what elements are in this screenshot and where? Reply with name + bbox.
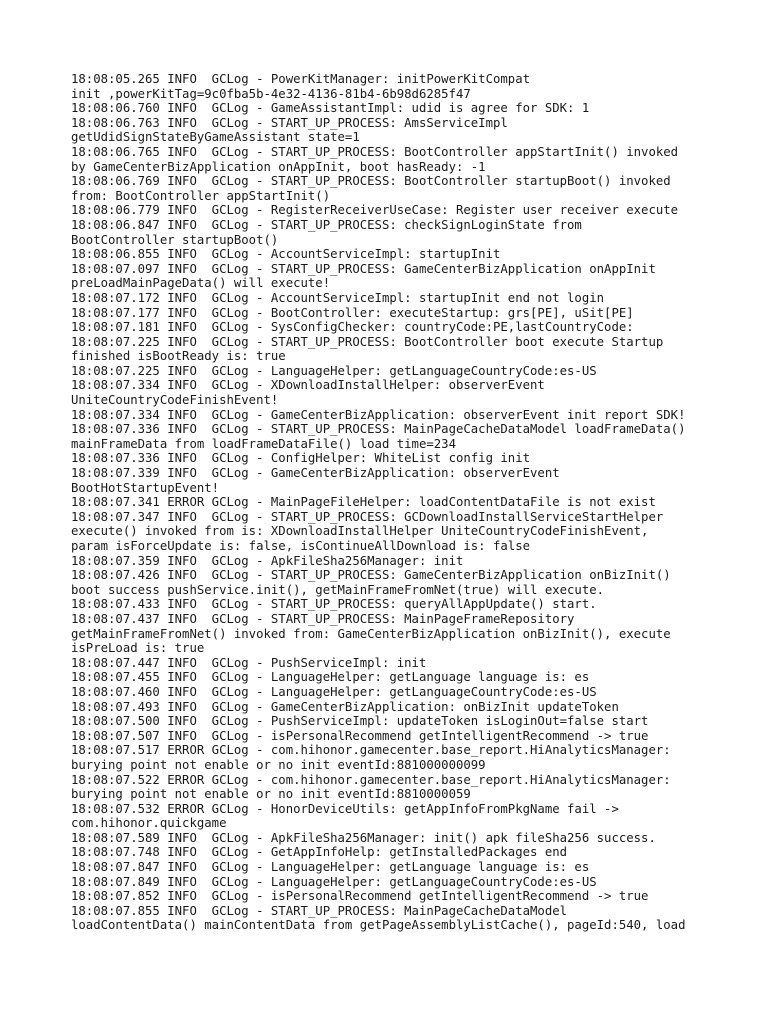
log-line: 18:08:06.763 INFO GCLog - START_UP_PROCESS: AmsServiceImpl xyxy=(71,115,508,130)
log-line: 18:08:07.172 INFO GCLog - AccountServiceImpl: startupInit end not login xyxy=(71,290,605,305)
log-line: loadContentData() mainContentData from getPageAssemblyListCache(), pageId:540, load xyxy=(71,918,686,933)
log-line: 18:08:06.769 INFO GCLog - START_UP_PROCESS: BootController startupBoot() invoked xyxy=(71,174,671,189)
log-line: 18:08:06.855 INFO GCLog - AccountServiceImpl: startupInit xyxy=(71,247,501,262)
log-line: 18:08:07.177 INFO GCLog - BootController: executeStartup: grs[PE], uSit[PE] xyxy=(71,305,634,320)
log-line: execute() invoked from is: XDownloadInstallHelper UniteCountryCodeFinishEvent, xyxy=(71,524,649,539)
log-line: 18:08:07.334 INFO GCLog - XDownloadInstallHelper: observerEvent xyxy=(71,378,545,393)
log-line: boot success pushService.init(), getMainFrameFromNet(true) will execute. xyxy=(71,582,605,597)
log-line: 18:08:06.847 INFO GCLog - START_UP_PROCESS: checkSignLoginState from xyxy=(71,217,582,232)
log-line: burying point not enable or no init eventId:8810000059 xyxy=(71,787,471,802)
log-line: 18:08:07.347 INFO GCLog - START_UP_PROCESS: GCDownloadInstallServiceStartHelper xyxy=(71,509,664,524)
log-line: 18:08:07.460 INFO GCLog - LanguageHelper: getLanguageCountryCode:es-US xyxy=(71,684,597,699)
log-line: init ,powerKitTag=9c0fba5b-4e32-4136-81b4-6b98d6285f47 xyxy=(71,86,471,101)
log-line: 18:08:07.455 INFO GCLog - LanguageHelper: getLanguage language is: es xyxy=(71,670,590,685)
log-line: 18:08:06.760 INFO GCLog - GameAssistantImpl: udid is agree for SDK: 1 xyxy=(71,101,590,116)
log-line: 18:08:07.225 INFO GCLog - LanguageHelper: getLanguageCountryCode:es-US xyxy=(71,363,597,378)
log-line: 18:08:07.336 INFO GCLog - START_UP_PROCESS: MainPageCacheDataModel loadFrameData() xyxy=(71,422,686,437)
log-line: 18:08:07.847 INFO GCLog - LanguageHelper: getLanguage language is: es xyxy=(71,860,590,875)
log-line: 18:08:07.225 INFO GCLog - START_UP_PROCESS: BootController boot execute Startup xyxy=(71,334,664,349)
log-line: burying point not enable or no init eventId:881000000099 xyxy=(71,757,486,772)
log-line: UniteCountryCodeFinishEvent! xyxy=(71,393,279,408)
log-line: mainFrameData from loadFrameDataFile() load time=234 xyxy=(71,436,456,451)
log-line: 18:08:07.339 INFO GCLog - GameCenterBizApplication: observerEvent xyxy=(71,466,560,481)
log-line: from: BootController appStartInit() xyxy=(71,188,331,203)
log-line: 18:08:07.359 INFO GCLog - ApkFileSha256Manager: init xyxy=(71,553,464,568)
log-line: 18:08:07.589 INFO GCLog - ApkFileSha256Manager: init() apk fileSha256 success. xyxy=(71,830,656,845)
log-line: getUdidSignStateByGameAssistant state=1 xyxy=(71,130,360,145)
log-line: 18:08:07.500 INFO GCLog - PushServiceImpl: updateToken isLoginOut=false start xyxy=(71,714,649,729)
log-line: by GameCenterBizApplication onAppInit, boot hasReady: -1 xyxy=(71,159,486,174)
log-line: 18:08:07.334 INFO GCLog - GameCenterBizApplication: observerEvent init report SDK! xyxy=(71,407,686,422)
log-line: 18:08:07.437 INFO GCLog - START_UP_PROCESS: MainPageFrameRepository xyxy=(71,611,575,626)
log-line: 18:08:07.748 INFO GCLog - GetAppInfoHelp: getInstalledPackages end xyxy=(71,845,568,860)
log-line: 18:08:07.447 INFO GCLog - PushServiceImpl: init xyxy=(71,655,427,670)
log-line: 18:08:07.517 ERROR GCLog - com.hihonor.gamecenter.base_report.HiAnalyticsManager: xyxy=(71,743,671,758)
log-line: BootController startupBoot() xyxy=(71,232,279,247)
log-line: getMainFrameFromNet() invoked from: GameCenterBizApplication onBizInit(), execute xyxy=(71,626,671,641)
log-line: 18:08:07.522 ERROR GCLog - com.hihonor.gamecenter.base_report.HiAnalyticsManager: xyxy=(71,772,671,787)
log-line: preLoadMainPageData() will execute! xyxy=(71,276,331,291)
log-line: 18:08:07.181 INFO GCLog - SysConfigChecker: countryCode:PE,lastCountryCode: xyxy=(71,320,634,335)
log-line: 18:08:07.426 INFO GCLog - START_UP_PROCESS: GameCenterBizApplication onBizInit() xyxy=(71,568,671,583)
log-line: 18:08:06.765 INFO GCLog - START_UP_PROCESS: BootController appStartInit() invoked xyxy=(71,144,679,159)
log-line: 18:08:07.507 INFO GCLog - isPersonalRecommend getIntelligentRecommend -> true xyxy=(71,728,649,743)
log-line: 18:08:07.855 INFO GCLog - START_UP_PROCESS: MainPageCacheDataModel xyxy=(71,903,568,918)
log-line: 18:08:07.433 INFO GCLog - START_UP_PROCESS: queryAllAppUpdate() start. xyxy=(71,597,597,612)
log-line: 18:08:07.852 INFO GCLog - isPersonalRecommend getIntelligentRecommend -> true xyxy=(71,889,649,904)
log-line: finished isBootReady is: true xyxy=(71,349,286,364)
log-document xyxy=(71,72,731,933)
log-line: 18:08:07.336 INFO GCLog - ConfigHelper: WhiteList config init xyxy=(71,451,531,466)
log-line: 18:08:07.097 INFO GCLog - START_UP_PROCESS: GameCenterBizApplication onAppInit xyxy=(71,261,656,276)
log-line: 18:08:07.341 ERROR GCLog - MainPageFileHelper: loadContentDataFile is not exist xyxy=(71,495,656,510)
log-line: BootHotStartupEvent! xyxy=(71,480,220,495)
log-line: 18:08:07.849 INFO GCLog - LanguageHelper: getLanguageCountryCode:es-US xyxy=(71,874,597,889)
log-line: 18:08:06.779 INFO GCLog - RegisterReceiverUseCase: Register user receiver execute xyxy=(71,203,679,218)
log-line: com.hihonor.quickgame xyxy=(71,816,227,831)
log-line: isPreLoad is: true xyxy=(71,641,205,656)
log-line: 18:08:07.532 ERROR GCLog - HonorDeviceUtils: getAppInfoFromPkgName fail -> xyxy=(71,801,619,816)
log-line: 18:08:07.493 INFO GCLog - GameCenterBizApplication: onBizInit updateToken xyxy=(71,699,619,714)
log-line: param isForceUpdate is: false, isContinueAllDownload is: false xyxy=(71,539,531,553)
log-line: 18:08:05.265 INFO GCLog - PowerKitManager: initPowerKitCompat xyxy=(71,72,531,86)
